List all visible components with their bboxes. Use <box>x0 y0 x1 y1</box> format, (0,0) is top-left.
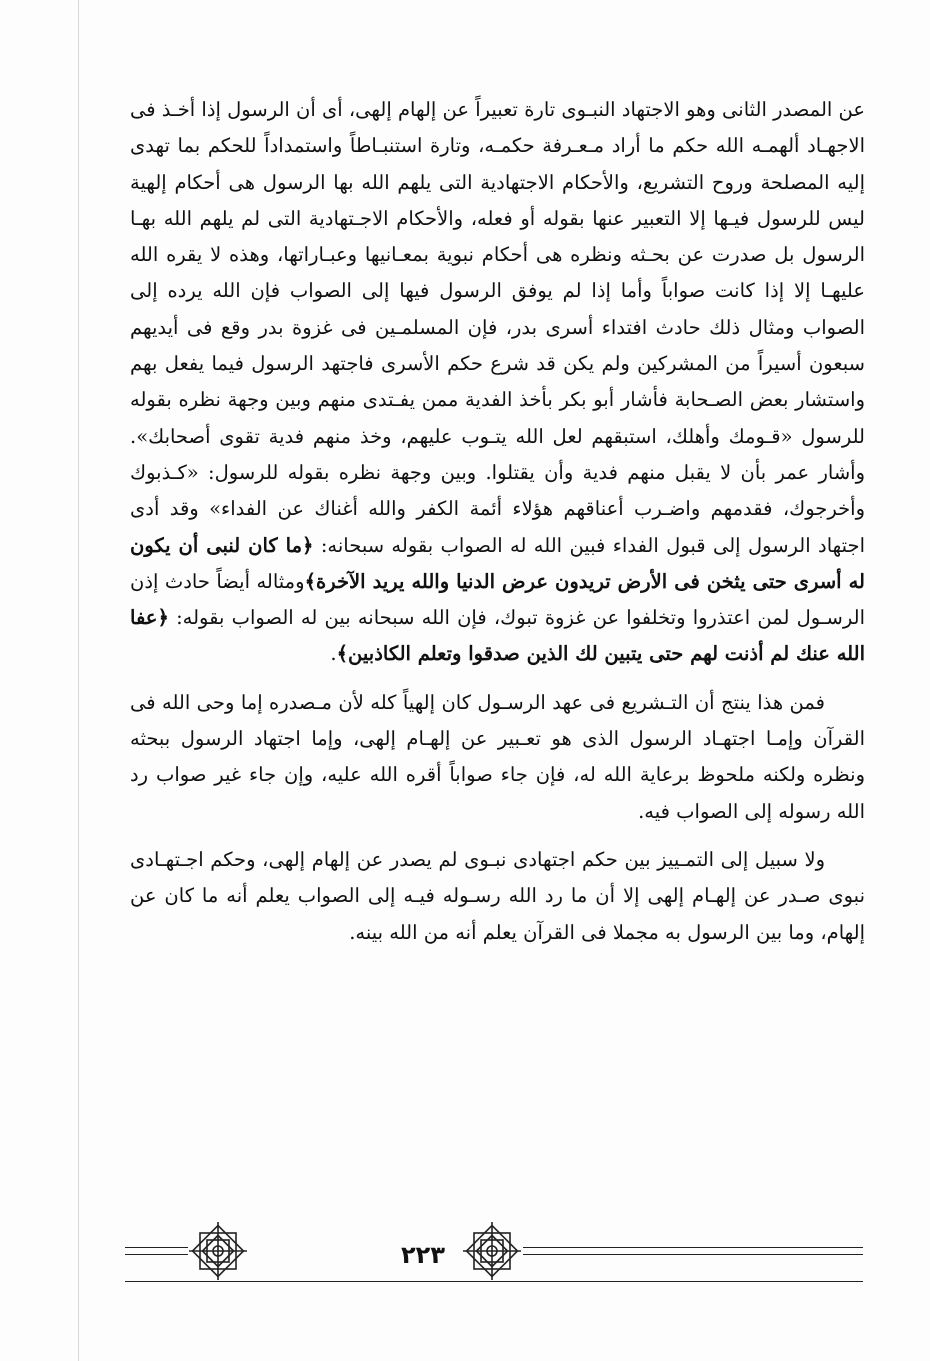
ornament-right-icon <box>461 1220 523 1282</box>
text-segment: ومثاله أيضاً حادث إذن الرسـول لمن اعتذروا وتخلفوا عن غزوة تبوك، فإن الله سبحانه بين له الصواب بقوله: <box>130 569 865 630</box>
left-rule-top <box>125 1247 188 1248</box>
right-rule-top <box>523 1247 863 1248</box>
margin-line <box>78 0 79 1361</box>
page-footer <box>125 1215 865 1285</box>
paragraph-1 <box>130 92 865 673</box>
paragraph-gap <box>130 830 865 842</box>
paragraph-2 <box>130 685 865 830</box>
paragraph-3 <box>130 842 865 951</box>
text-segment: ولا سبيل إلى التمـييز بين حكم اجتهادى نبـوى لم يصدر عن إلهام إلهى، وحكم اجـتهـادى نبوى صـدر عن إلهـام إلهى إلا أن ما رد الله رسـوله فيـه إلى الصواب يعلم أنه ما كان عن إلهام، وما بين الرسول به مجملا فى القرآن يعلم أنه من الله بينه. <box>130 847 865 944</box>
quran-verse: ﴿عفا الله عنك لم أذنت لهم حتى يتبين لك الذين صدقوا وتعلم الكاذبين﴾ <box>130 606 865 666</box>
paragraph-gap <box>130 673 865 685</box>
ornament-left-icon <box>187 1220 249 1282</box>
page-number: ٢٢٣ <box>401 1241 445 1269</box>
text-segment: عن المصدر الثانى وهو الاجتهاد النبـوى تارة تعبيراً عن إلهام إلهى، أى أن الرسول إذا أخـذ فى الاجهـاد ألهمـه الله حكم ما أراد مـعـرفة حكمـه، وتارة استنبـاطاً واستمداداً للحكم بما تهدى إليه المصلحة وروح التشريع، والأحكام الاجتهادية التى يلهم الله بها الرسول هى أحكام إلهية ليس للرسول فيـها إلا التعبير عنها بقوله أو فعله، والأحكام الاجـتهادية التى لم يلهم الله بهـا الرسول بل صدرت عن بحـثه ونظره هى أحكام نبوية بمعـانيها وعبـاراتها، وهذه لا يقره الله عليهـا إلا إذا كانت صواباً وأما إذا لم يوفق الرسول فيها إلى الصواب فإن الله يرده إلى الصواب ومثال ذلك حادث افتداء أسرى بدر، فإن المسلمـين فى غزوة بدر وقع فى أيديهم سبعون أسيراً من المشركين ولم يكن قد شرع حكم الأسرى فاجتهد الرسول فيما يفعل بهم واستشار بعض الصـحابة فأشار أبو بكر بأخذ الفدية ممن يفـتدى منهم وبين وجهة نظره بقوله للرسول «قـومك وأهلك، استبقهم لعل الله يتـوب عليهم، وخذ منهم فدية تقوى أصحابك». وأشار عمر بأن لا يقبل منهم فدية وأن يقتلوا. وبين وجهة نظره بقوله للرسول: «كـذبوك وأخرجوك، فقدمهم واضـرب أعناقهم هؤلاء أئمة الكفر والله أغناك عن الفداء» وقد أدى اجتهاد الرسول إلى قبول الفداء فبين الله له الصواب بقوله سبحانه: <box>130 98 865 557</box>
bottom-rule <box>125 1281 863 1282</box>
right-rule-bottom <box>523 1254 863 1255</box>
body-text <box>130 92 865 951</box>
left-rule-bottom <box>125 1254 188 1255</box>
text-segment: . <box>330 642 337 666</box>
quran-verse: ﴿ما كان لنبى أن يكون له أسرى حتى يثخن فى الأرض تريدون عرض الدنيا والله يريد الآخرة﴾ <box>130 533 866 593</box>
text-segment: فمن هذا ينتج أن التـشريع فى عهد الرسـول كان إلهياً كله لأن مـصدره إما وحى الله فى القرآن وإمـا اجتهـاد الرسول الذى هو تعـبير عن إلهـام إلهى، وإما اجتهاد الرسول ببحثه ونظره ولكنه ملحوظ برعاية الله له، فإن جاء صواباً أقره الله عليه، وإن جاء غير صواب رد الله رسوله إلى الصواب فيه. <box>130 690 865 823</box>
